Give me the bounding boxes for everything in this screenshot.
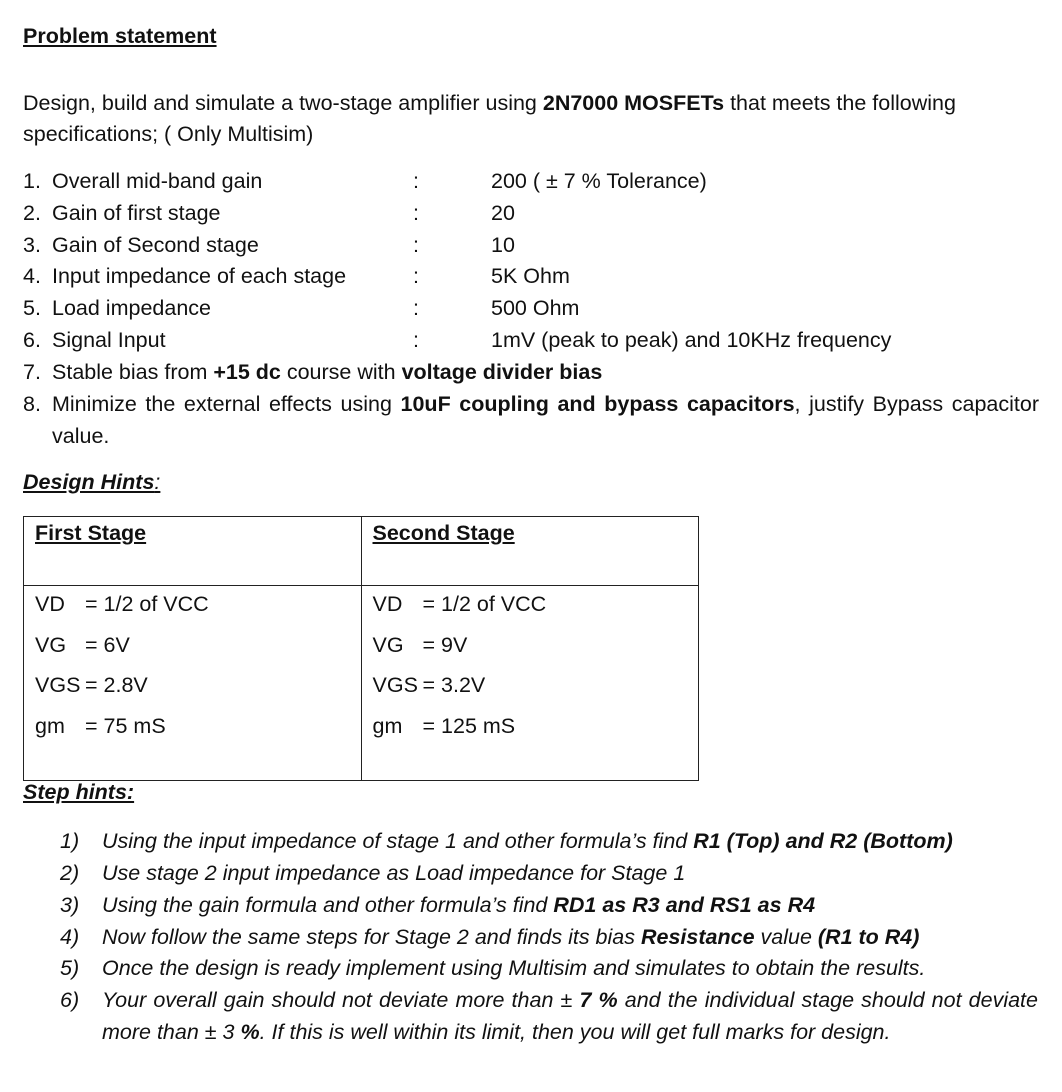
design-hints-label: Design Hints: [23, 470, 155, 494]
spec-item: [23, 165, 1039, 197]
param-name: gm: [372, 713, 403, 738]
spec-number: 6.: [23, 328, 41, 352]
spec-text: Stable bias from: [52, 360, 214, 384]
spec-item: [23, 229, 1039, 261]
step-item: [60, 890, 1038, 922]
spec-number: 1.: [23, 169, 41, 193]
param-name: VG: [372, 632, 404, 657]
design-hints-heading: [23, 470, 160, 495]
spec-colon: :: [413, 169, 419, 193]
spec-item: [23, 388, 1039, 452]
spec-colon: :: [413, 201, 419, 225]
spec-colon: :: [413, 264, 419, 288]
step-bold: (R1 to R4): [817, 925, 920, 949]
spec-number: 5.: [23, 296, 41, 320]
step-item: [60, 858, 1038, 890]
spec-number: 8.: [23, 392, 41, 416]
spec-value: 10: [491, 233, 515, 257]
step-text: value: [754, 925, 818, 949]
step-text: Use stage 2 input impedance as Load impedance for Stage 1: [102, 861, 686, 885]
param-value: = 1/2 of VCC: [422, 592, 547, 616]
step-text: Using the input impedance of stage 1 and other formula’s find: [102, 829, 694, 853]
spec-text: course with: [280, 360, 402, 384]
spec-text: , justify Bypass capacitor value.: [52, 392, 1039, 448]
first-stage-values: [24, 586, 362, 781]
spec-item: [23, 292, 1039, 324]
intro-text: Design, build and simulate a two-stage amplifier using: [23, 91, 543, 115]
spec-text: Minimize the external effects using: [52, 392, 401, 416]
step-item: [60, 922, 1038, 954]
param-value: = 75 mS: [85, 713, 166, 738]
param-row: [35, 669, 350, 710]
page-title: Problem statement: [23, 24, 217, 48]
spec-value: 5K Ohm: [491, 264, 570, 288]
design-hints-colon: :: [154, 470, 161, 494]
second-stage-values: [361, 586, 699, 781]
param-name: gm: [35, 713, 65, 738]
step-text: Once the design is ready implement using Multisim and simulates to obtain the results.: [102, 956, 926, 980]
spec-number: 4.: [23, 264, 41, 288]
step-number: 4): [60, 925, 80, 949]
table-row: [24, 586, 699, 781]
spec-bold: +15 dc: [213, 360, 281, 384]
spec-label: Input impedance of each stage: [52, 264, 347, 288]
step-text: and the individual stage should not deviate more than ± 3: [102, 988, 1038, 1044]
param-row: [373, 629, 688, 670]
spec-label: Gain of Second stage: [52, 233, 259, 257]
step-bold: Resistance: [640, 925, 755, 949]
spec-number: 2.: [23, 201, 41, 225]
spec-bold: voltage divider bias: [401, 360, 603, 384]
step-bold: 7 %: [579, 988, 618, 1012]
step-bold: R1 (Top) and R2 (Bottom): [693, 829, 953, 853]
param-row: [35, 629, 350, 670]
spec-colon: :: [413, 233, 419, 257]
table-header-row: [24, 517, 699, 586]
step-number: 5): [60, 956, 80, 980]
step-hints-heading: Step hints:: [23, 780, 135, 804]
step-number: 6): [60, 988, 80, 1012]
spec-label: Overall mid-band gain: [52, 169, 263, 193]
step-number: 2): [60, 861, 80, 885]
step-number: 3): [60, 893, 80, 917]
param-value: = 6V: [85, 632, 130, 657]
spec-value: 200 ( ± 7 % Tolerance): [491, 169, 707, 193]
param-value: = 125 mS: [422, 713, 516, 738]
step-text: Now follow the same steps for Stage 2 and finds its bias: [102, 925, 641, 949]
param-row: [373, 710, 688, 751]
param-name: VGS: [372, 673, 418, 697]
spec-label: Gain of first stage: [52, 201, 221, 225]
step-item: [60, 953, 1038, 985]
spec-bold: 10uF coupling and bypass capacitors: [400, 392, 795, 416]
param-name: VG: [35, 632, 67, 657]
step-bold: %: [240, 1019, 260, 1044]
step-item: [60, 985, 1038, 1048]
spec-item: [23, 324, 1039, 356]
param-row: [35, 588, 350, 629]
param-name: VGS: [35, 673, 81, 697]
spec-number: 7.: [23, 360, 41, 384]
design-hints-table: [23, 516, 699, 781]
spec-colon: :: [413, 328, 419, 352]
spec-label: Signal Input: [52, 328, 166, 352]
param-row: [35, 710, 350, 751]
step-text: Using the gain formula and other formula’s find: [102, 893, 554, 917]
second-stage-header: Second Stage: [372, 521, 515, 545]
spec-item: [23, 197, 1039, 229]
step-bold: RD1 as R3 and RS1 as R4: [553, 893, 816, 917]
param-value: = 1/2 of VCC: [85, 592, 209, 616]
step-text: Your overall gain should not deviate more than ±: [102, 988, 580, 1012]
param-value: = 2.8V: [85, 673, 148, 697]
spec-colon: :: [413, 296, 419, 320]
param-name: VD: [372, 592, 403, 616]
param-row: [373, 588, 688, 629]
param-value: = 3.2V: [422, 673, 486, 697]
intro-text-end: that meets the following specifications; ( Only Multisim): [23, 91, 956, 146]
spec-item: [23, 260, 1039, 292]
spec-number: 3.: [23, 233, 41, 257]
spec-value: 500 Ohm: [491, 296, 580, 320]
first-stage-header-cell: [24, 517, 362, 586]
first-stage-header: First Stage: [35, 521, 147, 545]
spec-value: 1mV (peak to peak) and 10KHz frequency: [491, 328, 892, 352]
param-value: = 9V: [422, 632, 468, 657]
spec-item: [23, 356, 1039, 388]
step-item: [60, 826, 1038, 858]
param-name: VD: [35, 592, 65, 616]
second-stage-header-cell: [361, 517, 699, 586]
step-number: 1): [60, 829, 80, 853]
step-text: . If this is well within its limit, then you will get full marks for design.: [259, 1019, 891, 1044]
intro-paragraph: [23, 88, 1039, 150]
spec-value: 20: [491, 201, 515, 225]
spec-label: Load impedance: [52, 296, 211, 320]
param-row: [373, 669, 688, 710]
intro-bold: 2N7000 MOSFETs: [542, 91, 725, 115]
